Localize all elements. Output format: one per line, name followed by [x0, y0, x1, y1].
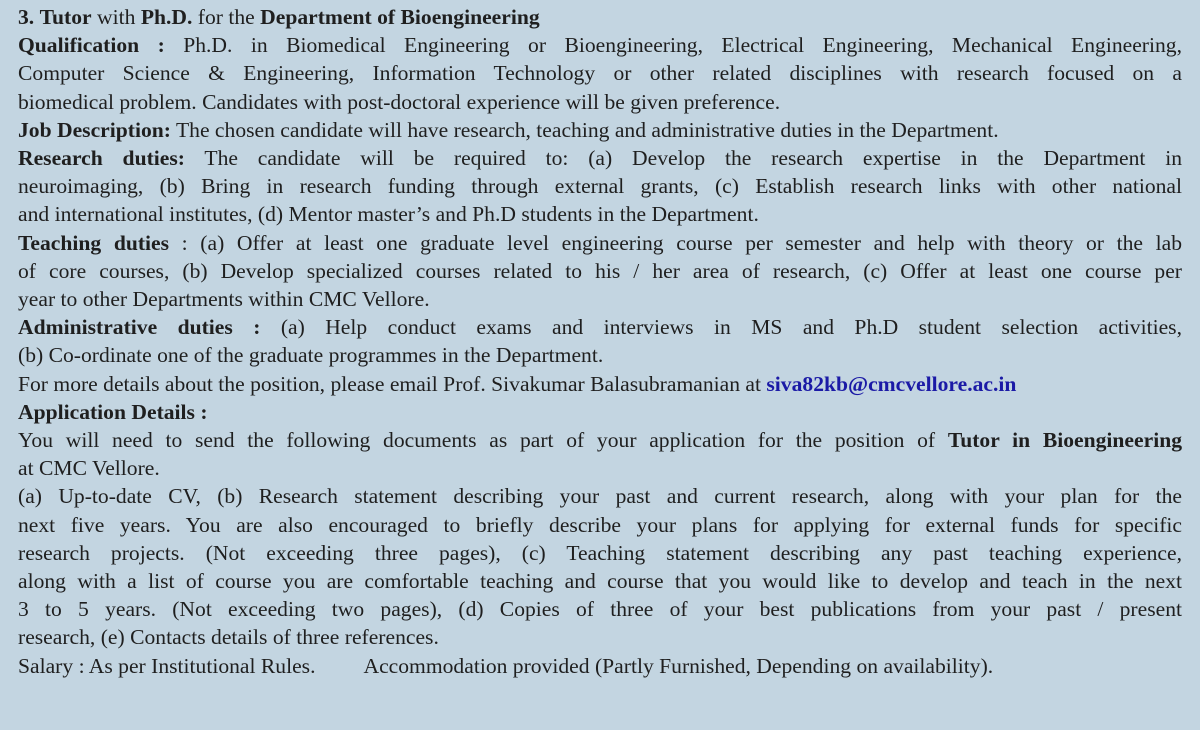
teaching-line-2: of core courses, (b) Develop specialized courses related to his / her area of research, (c) Offer at least one course per	[18, 258, 1182, 283]
qualification-label: Qualification :	[18, 33, 165, 58]
title-with: with	[91, 5, 141, 29]
application-label: Application Details :	[18, 399, 208, 424]
research-duties-label: Research duties:	[18, 146, 185, 171]
application-details-heading	[18, 398, 1182, 426]
qualification-line-2: Computer Science & Engineering, Information Technology or other related disciplines with research focused on a	[18, 61, 1182, 86]
documents-line-6: research, (e) Contacts details of three references.	[18, 625, 439, 650]
admin-line-2: (b) Co-ordinate one of the graduate programmes in the Department.	[18, 343, 604, 368]
documents-line-5: 3 to 5 years. (Not exceeding two pages), (d) Copies of three of your best publications from your past / present	[18, 597, 1182, 622]
footer-line	[18, 652, 1182, 680]
qualification-text-1: Ph.D. in Biomedical Engineering or Bioengineering, Electrical Engineering, Mechanical Engineering,	[164, 33, 1182, 58]
posting-number: 3.	[18, 5, 35, 29]
documents-line-3: research projects. (Not exceeding three pages), (c) Teaching statement describing any past teaching experience,	[18, 540, 1182, 565]
teaching-duties-label: Teaching duties	[18, 230, 170, 255]
title-department: Department of Bioengineering	[260, 5, 540, 29]
documents-line-2: next five years. You are also encouraged to briefly describe your plans for applying for external funds for specific	[18, 512, 1182, 537]
teaching-text-1: : (a) Offer at least one graduate level engineering course per semester and help with theory or the lab	[169, 230, 1183, 255]
posting-title	[18, 3, 1182, 31]
admin-line-1	[18, 313, 1182, 341]
admin-text-1: (a) Help conduct exams and interviews in MS and Ph.D student selection activities,	[260, 315, 1182, 340]
title-degree: Ph.D.	[140, 5, 193, 29]
job-description	[18, 116, 1182, 144]
qualification-line-1	[18, 31, 1182, 59]
teaching-line-3: year to other Departments within CMC Vellore.	[18, 287, 430, 312]
research-text-1: The candidate will be required to: (a) Develop the research expertise in the Department in	[184, 146, 1182, 171]
contact-text: For more details about the position, please email Prof. Sivakumar Balasubramanian at	[18, 371, 767, 396]
salary-text: Salary : As per Institutional Rules.	[18, 653, 316, 678]
application-text-1: You will need to send the following documents as part of your application for the position of	[18, 428, 948, 453]
posting-role: Tutor	[39, 5, 92, 29]
accommodation-text: Accommodation provided (Partly Furnished, Depending on availability).	[363, 653, 994, 678]
teaching-line-1	[18, 229, 1182, 257]
qualification-line-3: biomedical problem. Candidates with post-doctoral experience will be given preference.	[18, 89, 781, 114]
contact-email-link[interactable]: siva82kb@cmcvellore.ac.in	[766, 371, 1017, 396]
documents-line-4: along with a list of course you are comfortable teaching and course that you would like to develop and teach in the next	[18, 569, 1182, 594]
title-for: for the	[192, 5, 261, 29]
research-line-1	[18, 144, 1182, 172]
research-line-2: neuroimaging, (b) Bring in research funding through external grants, (c) Establish research links with other national	[18, 174, 1182, 199]
job-description-label: Job Description:	[18, 117, 171, 142]
research-line-3: and international institutes, (d) Mentor master’s and Ph.D students in the Department.	[18, 202, 759, 227]
contact-line	[18, 370, 1182, 398]
admin-duties-label: Administrative duties :	[18, 315, 261, 340]
application-position: Tutor in Bioengineering	[947, 428, 1182, 453]
job-description-text: The chosen candidate will have research, teaching and administrative duties in the Department.	[170, 117, 999, 142]
application-line-2: at CMC Vellore.	[18, 456, 160, 481]
application-line-1	[18, 426, 1182, 454]
documents-line-1: (a) Up-to-date CV, (b) Research statement describing your past and current research, along with your plan for the	[18, 484, 1182, 509]
